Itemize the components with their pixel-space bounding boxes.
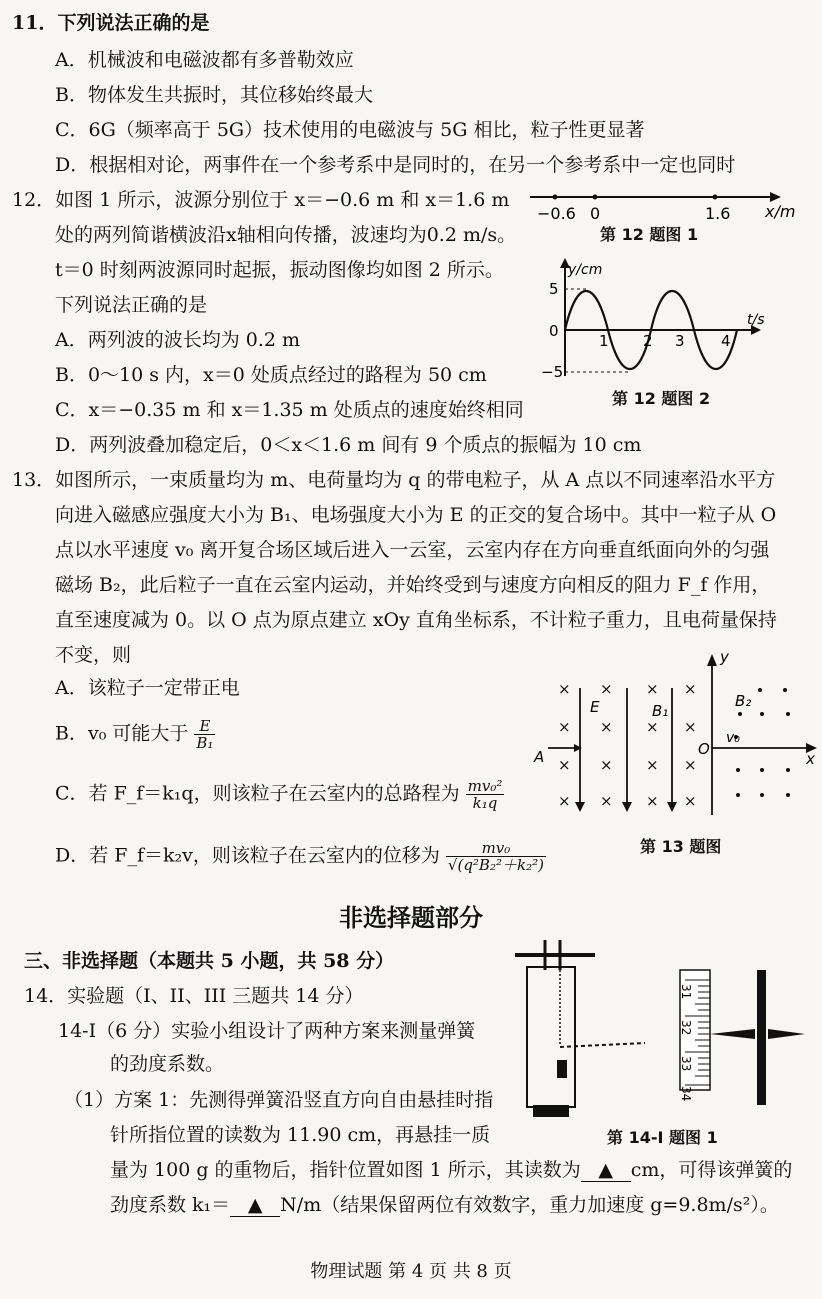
q14-line-2: 14-I（6 分）实验小组设计了两种方案来测量弹簧 (58, 1020, 476, 1042)
q14-line-7-text: 劲度系数 k₁＝ (110, 1194, 231, 1216)
q14-line-6-end: cm，可得该弹簧的 (630, 1159, 793, 1181)
q13-c-denominator: k₁q (472, 794, 498, 812)
q13-option-c-fraction (466, 778, 505, 811)
q13-line-4: 磁场 B₂，此后粒子一直在云室内运动，并始终受到与速度方向相反的阻力 F_f 作用， (55, 574, 771, 596)
ruler-label-34: 34 (679, 1086, 693, 1102)
svg-text:×: × (684, 756, 697, 774)
fig12-1-label-zero: 0 (590, 204, 601, 223)
svg-text:×: × (646, 680, 659, 698)
q11-option-d: D．根据相对论，两事件在一个参考系中是同时的，在另一个参考系中一定也同时 (55, 154, 736, 176)
q13-b-numerator: E (194, 718, 215, 735)
fig13-label-E: E (590, 698, 600, 716)
fig13-label-A: A (534, 748, 545, 766)
q14-k1-blank: ▲ (230, 1194, 280, 1217)
fig12-2-label-p5: 5 (549, 280, 559, 298)
svg-text:×: × (600, 718, 613, 736)
fig13-label-O: O (698, 740, 710, 758)
svg-text:×: × (600, 756, 613, 774)
q13-option-d-text: D．若 F_f＝k₂v，则该粒子在云室内的位移为 (55, 844, 440, 867)
q14-line-1: 14．实验题（I、II、III 三题共 14 分） (24, 985, 364, 1007)
q13-option-b-text: B．v₀ 可能大于 (55, 722, 189, 745)
svg-text:×: × (558, 718, 571, 736)
fig12-2-label-zero: 0 (549, 322, 559, 340)
q13-option-d (55, 840, 546, 873)
q12-figure-1 (525, 185, 815, 225)
q13-option-d-fraction (446, 840, 546, 873)
fig13-label-y: y (720, 650, 729, 666)
q12-figure-2-caption: 第 12 题图 2 (612, 389, 711, 408)
q14-reading-blank: ▲ (581, 1159, 631, 1182)
q14-line-3: 的劲度系数。 (110, 1053, 225, 1075)
q14-line-6-text: 量为 100 g 的重物后，指针位置如图 1 所示，其读数为 (110, 1159, 581, 1181)
page-footer: 物理试题 第 4 页 共 8 页 (310, 1261, 512, 1282)
q13-line-5: 直至速度减为 0。以 O 点为原点建立 xOy 直角坐标系，不计粒子重力，且电荷量保持 (55, 609, 777, 631)
svg-text:×: × (558, 756, 571, 774)
svg-text:×: × (684, 718, 697, 736)
q14-figure (505, 935, 815, 1125)
q14-line-6 (110, 1157, 792, 1183)
svg-text:×: × (558, 792, 571, 810)
fig13-label-x: x (806, 750, 815, 768)
q12-option-a: A．两列波的波长均为 0.2 m (55, 329, 301, 351)
fig12-1-label-neg: −0.6 (537, 204, 576, 223)
ruler-label-32: 32 (679, 1020, 693, 1036)
svg-text:×: × (646, 718, 659, 736)
q13-line-2: 向进入磁感应强度大小为 B₁、电场强度大小为 E 的正交的复合场中。其中一粒子从 O (55, 504, 777, 526)
svg-text:×: × (646, 756, 659, 774)
q13-line-3: 点以水平速度 v₀ 离开复合场区域后进入一云室，云室内存在方向垂直纸面向外的匀强 (55, 539, 770, 561)
q13-b-denominator: B₁ (196, 734, 214, 752)
svg-text:×: × (684, 680, 697, 698)
svg-text:×: × (558, 680, 571, 698)
fig13-label-B1: B₁ (652, 702, 669, 720)
q14-line-5: 针所指位置的读数为 11.90 cm，再悬挂一质 (110, 1124, 491, 1146)
q13-option-a: A．该粒子一定带正电 (55, 677, 240, 699)
ruler-label-33: 33 (679, 1056, 693, 1072)
q12-line-1: 12．如图 1 所示，波源分别位于 x＝−0.6 m 和 x＝1.6 m (12, 189, 510, 211)
ruler-label-31: 31 (679, 984, 693, 1000)
fig13-label-B2: B₂ (735, 692, 752, 710)
fig12-2-label-t3: 3 (675, 332, 685, 350)
q13-c-numerator: mv₀² (467, 777, 503, 795)
q13-option-c (55, 778, 504, 811)
svg-text:×: × (646, 792, 659, 810)
fig12-2-label-t2: 2 (643, 332, 653, 350)
q12-option-c: C．x＝−0.35 m 和 x＝1.35 m 处质点的速度始终相同 (55, 399, 524, 421)
fig12-2-label-m5: −5 (541, 363, 564, 381)
q12-line-3: t＝0 时刻两波源同时起振，振动图像均如图 2 所示。 (55, 259, 504, 281)
q11-option-c: C．6G（频率高于 5G）技术使用的电磁波与 5G 相比，粒子性更显著 (55, 119, 645, 141)
svg-text:×: × (684, 792, 697, 810)
fig12-1-axis-label: x/m (765, 202, 796, 221)
q12-figure-2 (535, 258, 775, 383)
svg-text:×: × (600, 792, 613, 810)
fig12-2-y-axis-label: y/cm (568, 262, 603, 278)
q14-line-7-end: N/m（结果保留两位有效数字，重力加速度 g=9.8m/s²）。 (280, 1194, 779, 1216)
q11-stem: 11．下列说法正确的是 (12, 12, 210, 34)
q12-figure-1-caption: 第 12 题图 1 (600, 225, 699, 244)
q14-line-7 (110, 1192, 779, 1218)
svg-text:×: × (600, 680, 613, 698)
q12-option-b: B．0～10 s 内，x＝0 处质点经过的路程为 50 cm (55, 364, 487, 386)
q12-line-2: 处的两列简谐横波沿x轴相向传播，波速均为0.2 m/s。 (55, 224, 517, 246)
fig12-2-label-t4: 4 (721, 332, 731, 350)
q11-option-b: B．物体发生共振时，其位移始终最大 (55, 84, 373, 106)
q14-line-4: （1）方案 1：先测得弹簧沿竖直方向自由悬挂时指 (64, 1089, 494, 1111)
q13-figure (530, 650, 820, 820)
q13-line-6: 不变，则 (55, 644, 132, 666)
fig12-2-label-t1: 1 (599, 332, 609, 350)
q13-option-c-text: C．若 F_f＝k₁q，则该粒子在云室内的总路程为 (55, 782, 460, 805)
q12-line-4: 下列说法正确的是 (55, 294, 208, 316)
fig12-1-label-pos: 1.6 (705, 204, 731, 223)
q14-figure-caption: 第 14-I 题图 1 (607, 1128, 718, 1147)
q13-figure-caption: 第 13 题图 (640, 837, 722, 856)
part3-heading: 三、非选择题（本题共 5 小题，共 58 分） (24, 950, 395, 972)
fig13-label-v0: v₀ (726, 730, 740, 746)
q13-option-b-fraction (194, 718, 215, 751)
q11-option-a: A．机械波和电磁波都有多普勒效应 (55, 49, 354, 71)
q13-d-numerator: mv₀ (446, 840, 546, 857)
fig12-2-t-axis-label: t/s (747, 312, 765, 328)
q12-option-d: D．两列波叠加稳定后，0＜x＜1.6 m 间有 9 个质点的振幅为 10 cm (55, 434, 642, 456)
q13-option-b (55, 718, 215, 751)
section-title: 非选择题部分 (339, 904, 483, 932)
q13-d-denominator: √(q²B₂²＋k₂²) (447, 856, 544, 874)
q13-line-1: 13．如图所示，一束质量均为 m、电荷量均为 q 的带电粒子，从 A 点以不同速率沿水平方 (12, 469, 776, 491)
